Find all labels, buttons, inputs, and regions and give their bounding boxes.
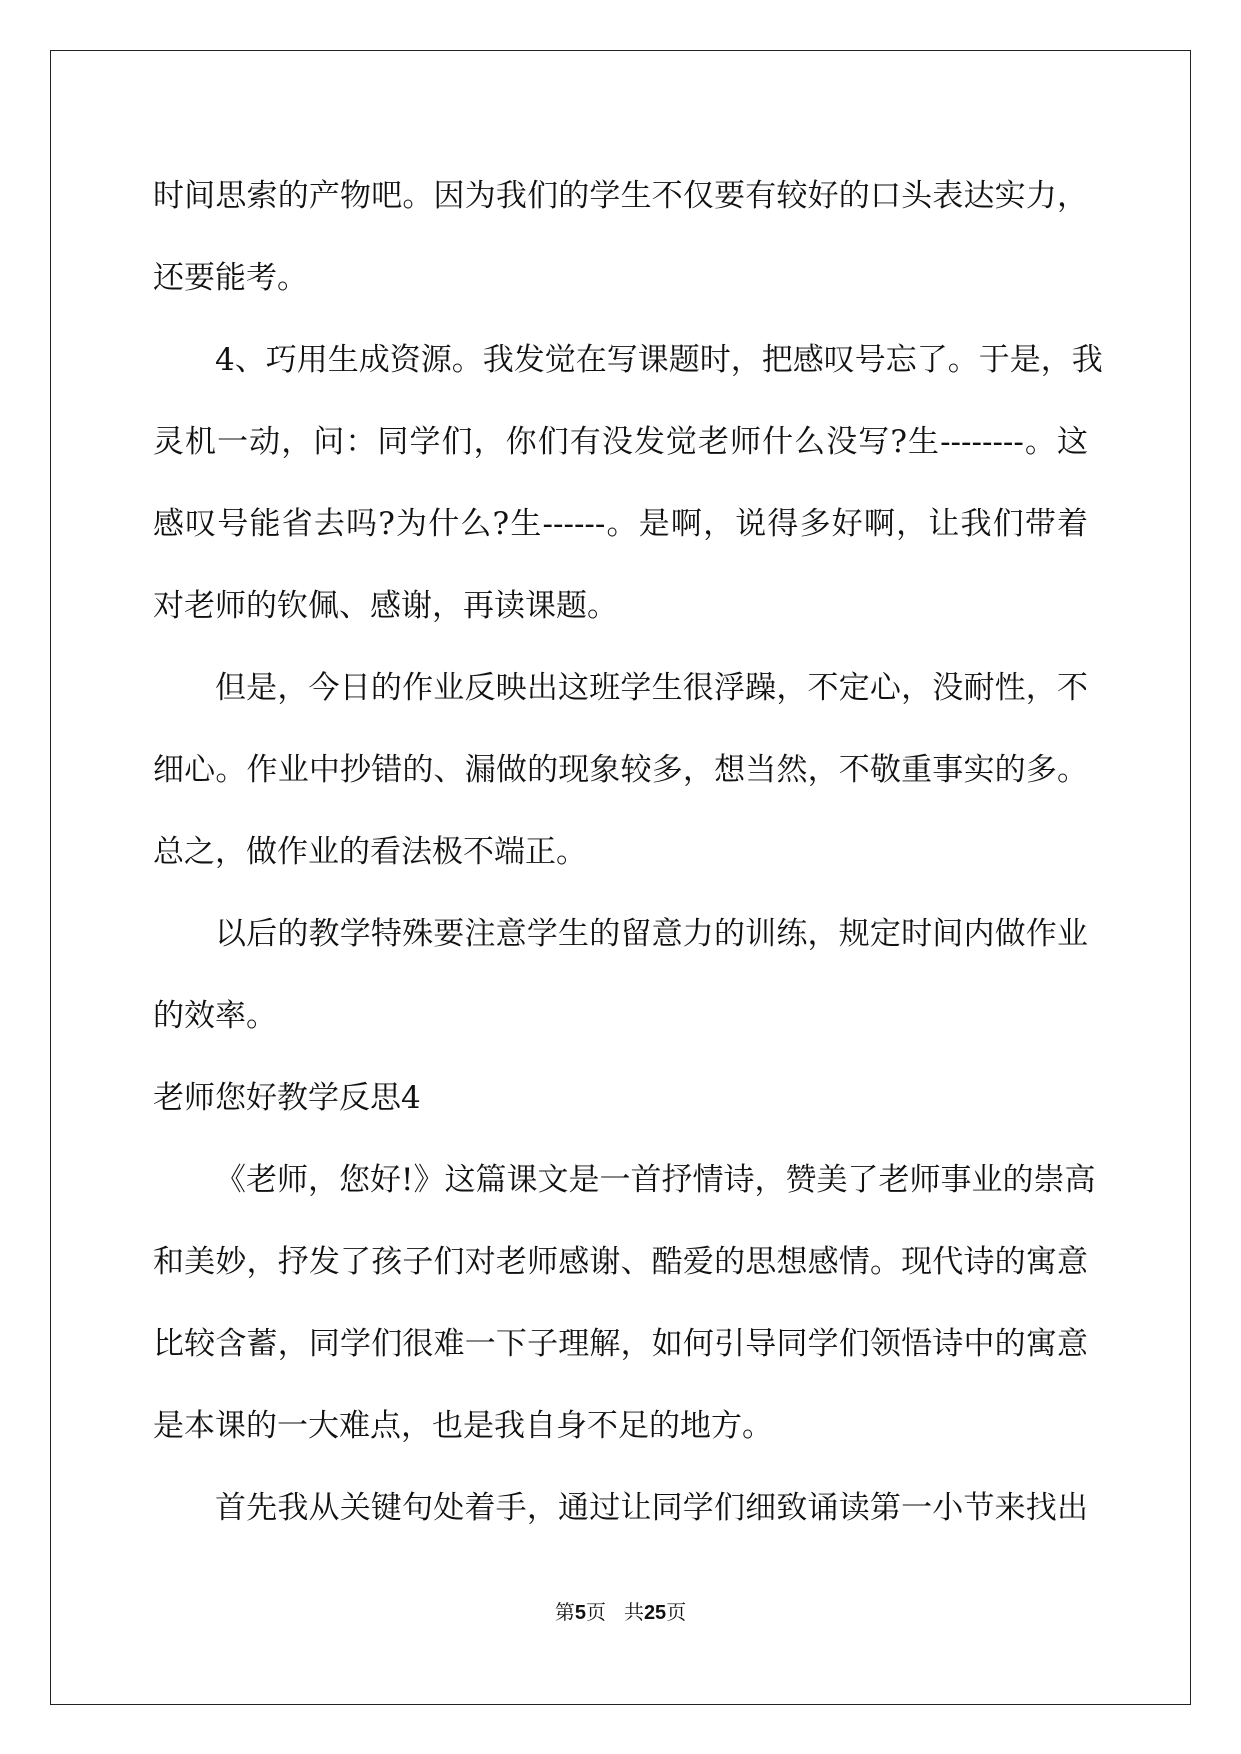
- paragraph-line: 《老师，您好!》这篇课文是一首抒情诗，赞美了老师事业的崇高: [215, 1162, 1096, 1198]
- total-prefix: 共: [623, 1600, 644, 1624]
- paragraph-line: 灵机一动，问：同学们，你们有没发觉老师什么没写?生--------。这: [153, 424, 1088, 460]
- section-heading: 老师您好教学反思4: [153, 1080, 421, 1116]
- page-number: 5: [574, 1602, 586, 1624]
- paragraph-line: 感叹号能省去吗?为什么?生------。是啊，说得多好啊，让我们带着: [153, 506, 1088, 542]
- paragraph-line: 总之，做作业的看法极不端正。: [153, 834, 587, 870]
- page-footer: [0, 1596, 1241, 1625]
- paragraph-line: 以后的教学特殊要注意学生的留意力的训练，规定时间内做作业: [215, 916, 1088, 952]
- paragraph-line: 对老师的钦佩、感谢，再读课题。: [153, 588, 618, 624]
- paragraph-line: 首先我从关键句处着手，通过让同学们细致诵读第一小节来找出: [215, 1490, 1088, 1526]
- page-suffix: 页: [585, 1600, 606, 1624]
- paragraph-line: 是本课的一大难点，也是我自身不足的地方。: [153, 1408, 773, 1444]
- paragraph-line: 4、巧用生成资源。我发觉在写课题时，把感叹号忘了。于是，我: [215, 342, 1103, 378]
- paragraph-line: 和美妙，抒发了孩子们对老师感谢、酷爱的思想感情。现代诗的寓意: [153, 1244, 1088, 1280]
- paragraph-line: 时间思索的产物吧。因为我们的学生不仅要有较好的口头表达实力，: [153, 178, 1088, 214]
- paragraph-line: 比较含蓄，同学们很难一下子理解，如何引导同学们领悟诗中的寓意: [153, 1326, 1088, 1362]
- paragraph-line: 还要能考。: [153, 260, 308, 296]
- paragraph-line: 细心。作业中抄错的、漏做的现象较多，想当然，不敬重事实的多。: [153, 752, 1088, 788]
- document-body: [153, 155, 1103, 1549]
- total-pages: 25: [643, 1602, 667, 1624]
- total-suffix: 页: [666, 1600, 687, 1624]
- page-prefix: 第: [554, 1600, 575, 1624]
- paragraph-line: 但是，今日的作业反映出这班学生很浮躁，不定心，没耐性，不: [215, 670, 1088, 706]
- paragraph-line: 的效率。: [153, 998, 277, 1034]
